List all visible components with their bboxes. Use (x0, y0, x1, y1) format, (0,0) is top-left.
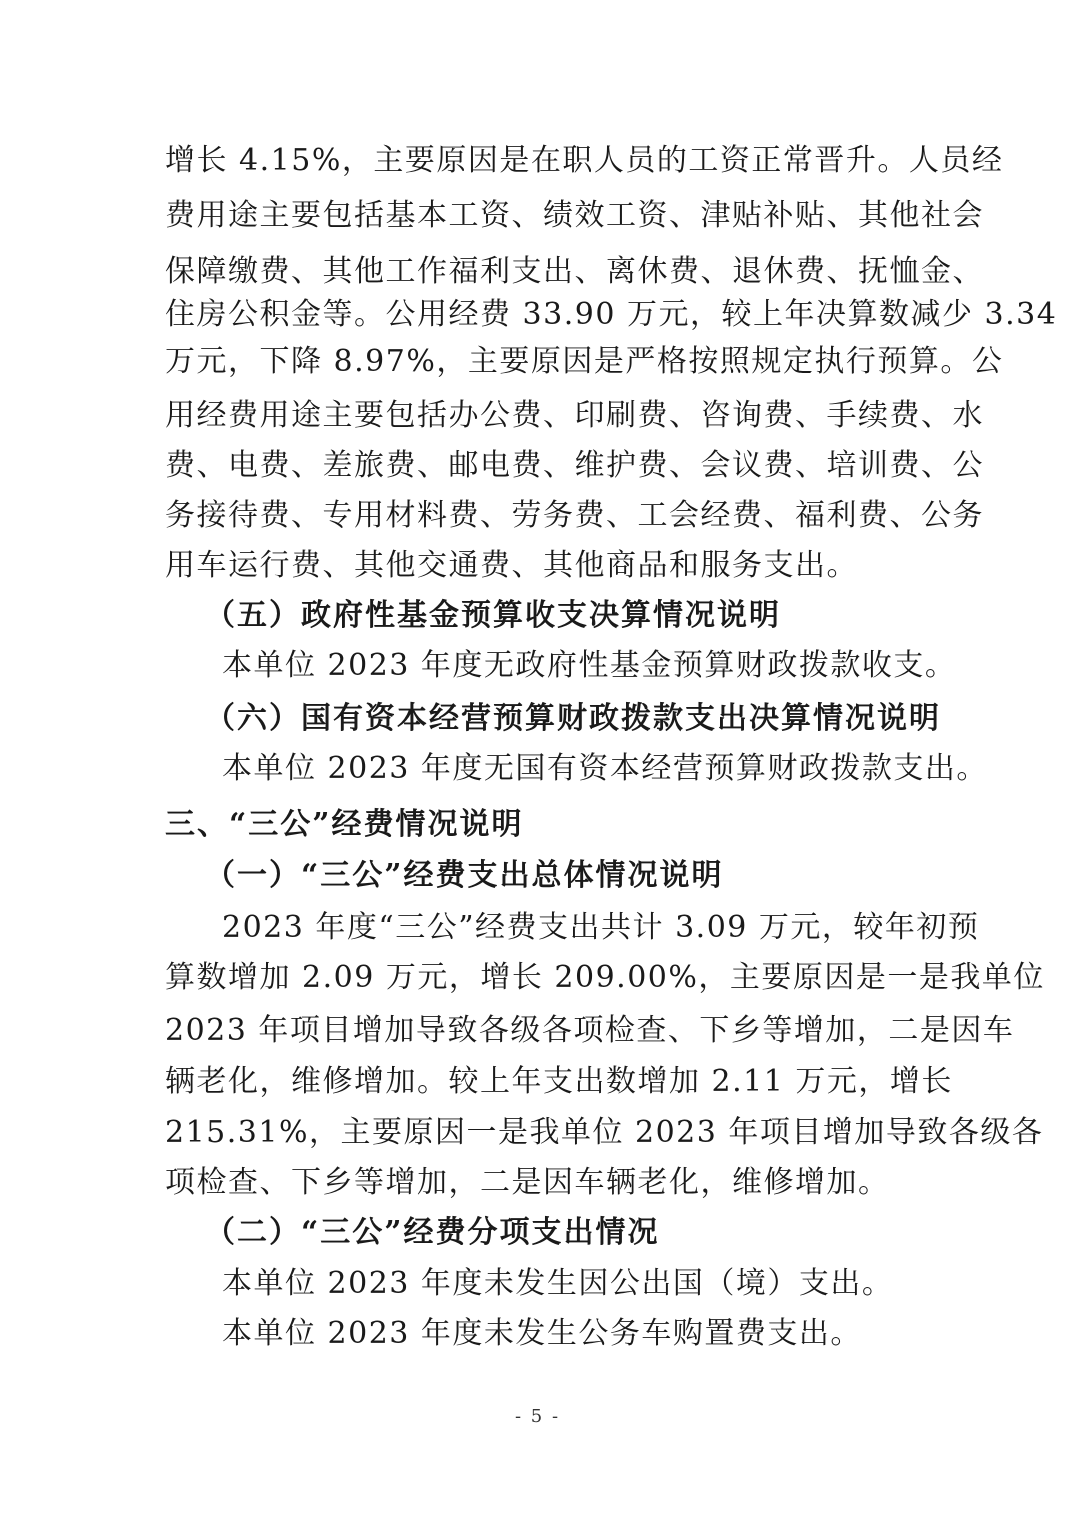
paragraph-line: 项检查、下乡等增加，二是因车辆老化，维修增加。 (165, 1165, 890, 1200)
paragraph: 本单位 2023 年度无政府性基金预算财政拨款收支。 (222, 648, 957, 683)
paragraph-line: 务接待费、专用材料费、劳务费、工会经费、福利费、公务 (165, 498, 984, 533)
paragraph-line: 215.31%，主要原因一是我单位 2023 年项目增加导致各级各 (165, 1115, 1044, 1150)
paragraph-line: 2023 年度“三公”经费支出共计 3.09 万元，较年初预 (222, 910, 980, 945)
paragraph-line: 用车运行费、其他交通费、其他商品和服务支出。 (165, 548, 858, 583)
paragraph-line: 用经费用途主要包括办公费、印刷费、咨询费、手续费、水 (165, 398, 984, 433)
paragraph-line: 住房公积金等。公用经费 33.90 万元，较上年决算数减少 3.34 (165, 297, 1058, 332)
subsection-heading: （二）“三公”经费分项支出情况 (205, 1215, 660, 1250)
paragraph-line: 万元，下降 8.97%，主要原因是严格按照规定执行预算。公 (165, 344, 1004, 379)
paragraph-line: 费、电费、差旅费、邮电费、维护费、会议费、培训费、公 (165, 448, 984, 483)
paragraph-line: 2023 年项目增加导致各级各项检查、下乡等增加，二是因车 (165, 1013, 1015, 1048)
paragraph-line: 辆老化，维修增加。较上年支出数增加 2.11 万元，增长 (165, 1064, 953, 1099)
paragraph-line: 算数增加 2.09 万元，增长 209.00%，主要原因是一是我单位 (165, 960, 1045, 995)
section-heading: 三、“三公”经费情况说明 (165, 807, 524, 842)
subsection-heading: （五）政府性基金预算收支决算情况说明 (205, 598, 781, 633)
paragraph-line: 保障缴费、其他工作福利支出、离休费、退休费、抚恤金、 (165, 254, 984, 289)
subsection-heading: （六）国有资本经营预算财政拨款支出决算情况说明 (205, 701, 941, 736)
paragraph: 本单位 2023 年度无国有资本经营预算财政拨款支出。 (222, 751, 988, 786)
paragraph-line: 费用途主要包括基本工资、绩效工资、津贴补贴、其他社会 (165, 198, 984, 233)
paragraph: 本单位 2023 年度未发生公务车购置费支出。 (222, 1316, 862, 1351)
paragraph-line: 增长 4.15%，主要原因是在职人员的工资正常晋升。人员经 (165, 143, 1004, 178)
paragraph: 本单位 2023 年度未发生因公出国（境）支出。 (222, 1266, 894, 1301)
page-number: - 5 - (514, 1406, 561, 1427)
subsection-heading: （一）“三公”经费支出总体情况说明 (205, 858, 724, 893)
